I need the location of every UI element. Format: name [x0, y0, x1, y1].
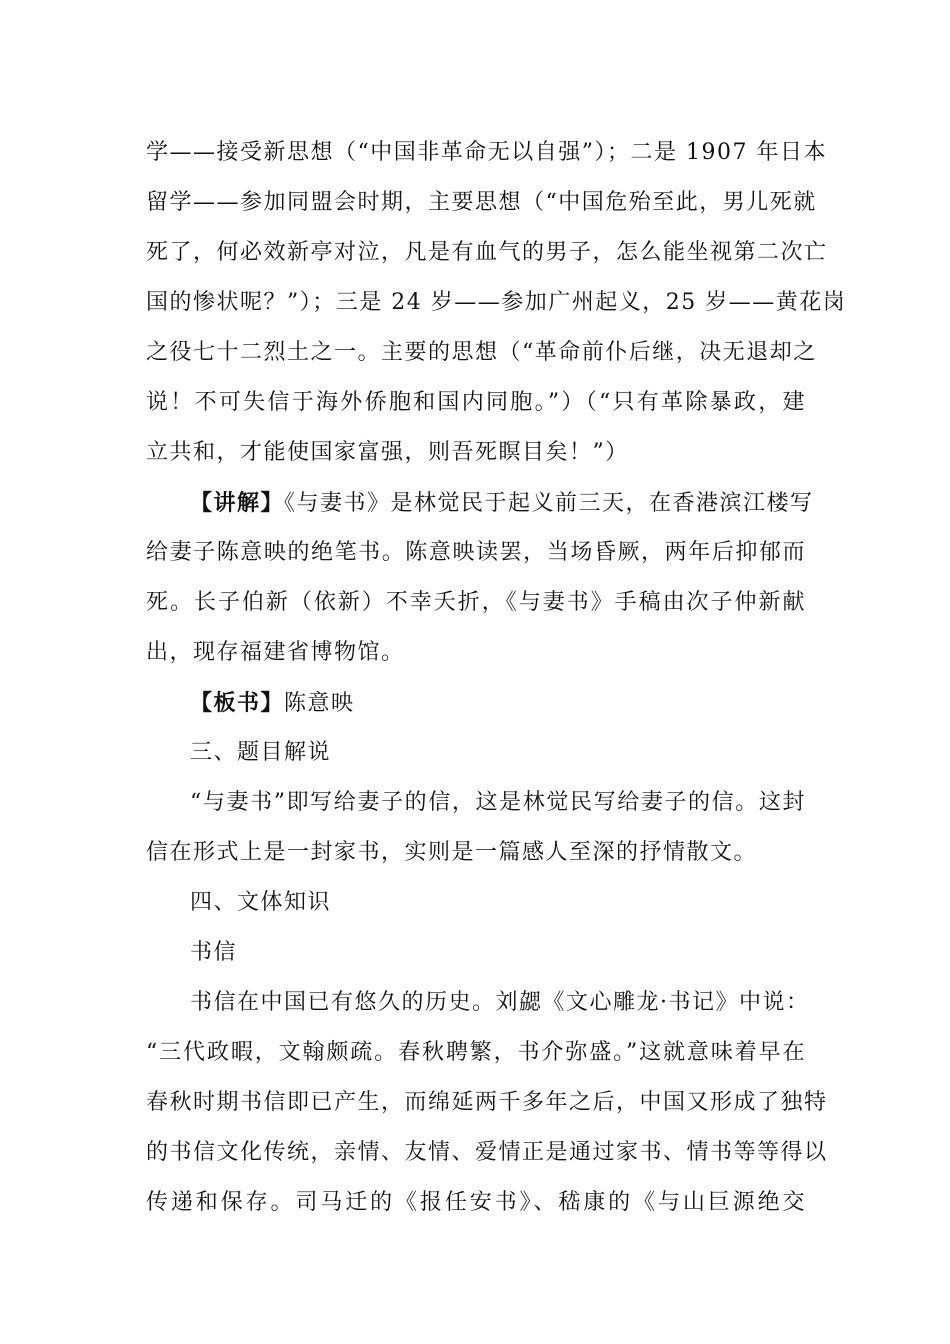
document-body: [146, 128, 847, 1228]
section-subheading: 书信: [190, 940, 238, 965]
paragraph-line: 死了，何必效新亭对泣，凡是有血气的男子，怎么能坐视第二次亡: [146, 240, 828, 265]
section-line: 传递和保存。司马迁的《报任安书》、嵇康的《与山巨源绝交: [146, 1190, 806, 1215]
paragraph-line: 国的惨状呢？”）；三是 24 岁——参加广州起义，25 岁——黄花岗: [146, 290, 847, 315]
section-heading: 四、文体知识: [190, 890, 332, 915]
section-line: 的书信文化传统，亲情、友情、爱情正是通过家书、情书等等得以: [146, 1140, 828, 1165]
section-line: “三代政暇，文翰颇疏。春秋聘繁，书介弥盛。”这就意味着早在: [146, 1040, 806, 1065]
explanation-line: 死。长子伯新（依新）不幸夭折，《与妻书》手稿由次子仲新献: [146, 590, 806, 615]
explanation-line: 出，现存福建省博物馆。: [146, 640, 405, 665]
board-label: 【板书】: [190, 690, 285, 716]
paragraph-line: 之役七十二烈土之一。主要的思想（“革命前仆后继，决无退却之: [146, 340, 817, 365]
paragraph-line: 学——接受新思想（“中国非革命无以自强”）；二是 1907 年日本: [146, 140, 827, 165]
paragraph-line: 留学——参加同盟会时期，主要思想（“中国危殆至此，男儿死就: [146, 190, 817, 215]
paragraph-line: 立共和，才能使国家富强，则吾死瞑目矣！”）: [146, 440, 629, 465]
paragraph-line: 说！不可失信于海外侨胞和国内同胞。”）（“只有革除暴政，建: [146, 390, 806, 415]
explanation-first-line: [146, 478, 814, 528]
explanation-label: 【讲解】: [190, 490, 285, 516]
section-line: 春秋时期书信即已产生，而绵延两千多年之后，中国又形成了独特: [146, 1090, 828, 1115]
section-heading: 三、题目解说: [190, 740, 332, 765]
board-text: 陈意映: [284, 691, 355, 716]
section-line: “与妻书”即写给妻子的信，这是林觉民写给妻子的信。这封: [190, 790, 806, 815]
explanation-text: 《与妻书》是林觉民于起义前三天，在香港滨江楼写: [284, 491, 814, 516]
board-note: [146, 678, 806, 728]
section-line: 信在形式上是一封家书，实则是一篇感人至深的抒情散文。: [146, 840, 758, 865]
section-line: 书信在中国已有悠久的历史。刘勰《文心雕龙·书记》中说：: [190, 990, 810, 1015]
explanation-line: 给妻子陈意映的绝笔书。陈意映读罢，当场昏厥，两年后抑郁而: [146, 540, 806, 565]
